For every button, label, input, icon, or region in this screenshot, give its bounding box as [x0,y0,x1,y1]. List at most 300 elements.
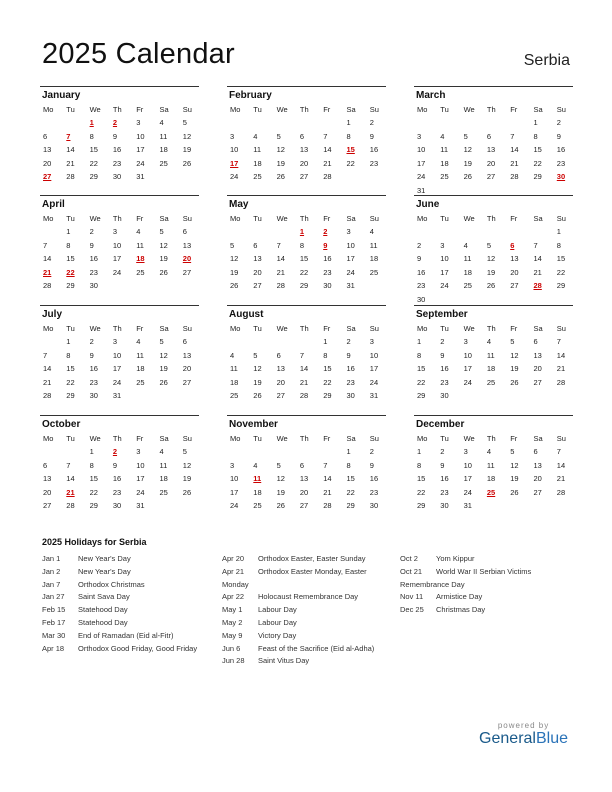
month-april [40,195,199,293]
day: 19 [463,158,472,168]
holiday-day: 7 [66,131,71,141]
day: 17 [136,474,145,483]
holiday-date: Jan 7 [42,579,61,589]
holiday-date: Dec 25 [400,605,424,615]
day: 4 [136,227,141,236]
month-divider [40,305,199,306]
day: 2 [369,118,374,127]
day: 12 [510,350,519,360]
day: 16 [89,364,98,373]
month-divider [40,415,199,416]
day: 21 [323,158,332,168]
day: 28 [66,172,75,181]
month-days-grid [40,432,199,513]
empty-day [274,116,297,130]
day: 6 [182,227,187,236]
day: 18 [463,267,472,277]
holiday-name: Labour Day [258,605,297,615]
day: 16 [346,364,355,373]
empty-day [227,335,250,349]
day: 23 [89,377,98,387]
day: 22 [66,377,75,387]
weekday-header: Mo [43,105,54,114]
month-days-grid [227,103,386,184]
day: 7 [323,131,328,141]
weekday-header: Mo [417,324,428,333]
day: 4 [369,227,374,236]
day: 21 [43,377,52,387]
weekday-header: Su [182,324,192,333]
day: 17 [346,254,355,263]
holiday-day: 21 [43,267,52,277]
day: 8 [417,460,422,470]
day: 11 [159,131,168,141]
empty-day [484,116,507,130]
day: 31 [136,172,145,181]
holiday-entry [222,553,382,566]
day: 22 [299,267,309,277]
weekday-header: Su [369,324,379,333]
day: 30 [417,294,426,304]
holiday-date: Mar 30 [42,630,66,640]
empty-day [320,445,343,459]
day: 20 [510,267,519,277]
day: 15 [66,254,75,263]
day: 16 [417,267,426,277]
weekday-header: Th [299,434,309,443]
day: 26 [486,281,496,290]
day: 19 [159,364,168,373]
day: 19 [253,377,262,387]
day: 25 [486,377,496,387]
day: 14 [43,364,52,373]
weekday-header: Tu [440,324,449,333]
day: 27 [43,501,52,510]
holiday-entry [42,643,218,656]
month-name: June [416,199,440,210]
day: 23 [346,377,355,387]
holiday-entry [42,630,218,643]
day: 6 [253,240,258,250]
holiday-day: 6 [510,240,515,250]
day: 16 [112,145,122,154]
holiday-list-column-1 [42,553,218,655]
empty-day [484,225,507,239]
holiday-name: Orthodox Good Friday, Good Friday [78,643,198,653]
day: 6 [43,460,48,470]
day: 11 [486,350,495,360]
day: 26 [230,281,239,290]
day: 5 [510,447,515,456]
day: 17 [136,145,145,154]
day: 29 [66,391,75,400]
day: 7 [43,240,48,250]
day: 27 [486,172,496,181]
day: 2 [89,337,94,346]
day: 21 [66,158,75,168]
day: 8 [346,460,351,470]
day: 22 [533,158,542,168]
weekday-header: Fr [510,434,518,443]
day: 3 [463,447,468,456]
weekday-header: We [89,105,101,114]
day: 24 [230,501,239,510]
day: 1 [556,227,561,236]
day: 5 [276,460,281,470]
day: 18 [230,377,239,387]
month-name: January [42,90,81,101]
weekday-header: Th [112,214,122,223]
powered-by-text: powered by [497,721,550,730]
holiday-entry [42,566,218,579]
day: 24 [112,267,122,277]
holiday-date: Jan 2 [42,566,61,576]
day: 26 [159,377,168,387]
day: 26 [276,172,285,181]
day: 21 [323,487,332,497]
day: 21 [299,377,309,387]
day: 12 [182,131,192,141]
month-name: March [416,90,446,101]
weekday-header: We [463,324,475,333]
holidays-title: 2025 Holidays for Serbia [42,537,147,547]
month-divider [40,86,199,87]
empty-day [40,225,63,239]
day: 2 [440,337,445,346]
day: 8 [533,131,538,141]
day: 25 [159,487,168,497]
day: 30 [440,501,449,510]
day: 19 [159,254,168,263]
day: 23 [417,281,426,290]
month-days-grid [40,322,199,403]
day: 12 [159,350,168,360]
month-divider [414,86,573,87]
weekday-header: Th [299,324,309,333]
day: 2 [369,447,374,456]
weekday-header: Fr [323,105,331,114]
weekday-header: Fr [323,324,331,333]
day: 29 [299,281,309,290]
day: 15 [299,254,309,263]
weekday-header: Th [486,434,496,443]
holiday-name: New Year's Day [78,566,131,576]
month-november [227,415,386,513]
month-august [227,305,386,403]
day: 29 [417,501,426,510]
empty-day [437,225,460,239]
empty-day [507,116,530,130]
day: 24 [112,377,122,387]
month-divider [227,305,386,306]
day: 27 [276,391,285,400]
holiday-date: Apr 22 [222,592,245,602]
day: 16 [89,254,98,263]
weekday-header: Su [556,105,566,114]
day: 24 [417,172,426,181]
day: 10 [463,350,472,360]
empty-day [297,445,320,459]
day: 24 [136,158,145,168]
day: 16 [323,254,332,263]
day: 4 [230,350,235,360]
day: 1 [66,227,71,236]
day: 4 [136,337,141,346]
day: 16 [369,474,379,483]
holiday-day: 11 [253,474,262,483]
holiday-entry [42,617,218,630]
day: 11 [230,364,238,373]
day: 26 [182,487,192,497]
day: 8 [89,460,94,470]
day: 28 [66,501,75,510]
day: 14 [510,145,519,154]
day: 4 [486,447,492,456]
holiday-name: Yom Kippur [436,554,475,563]
weekday-header: We [276,105,288,114]
day: 9 [112,131,118,141]
day: 9 [112,460,118,470]
empty-day [250,335,273,349]
holiday-date: Jan 27 [42,592,65,602]
day: 9 [369,460,374,470]
day: 11 [253,145,262,154]
weekday-header: Tu [66,214,75,223]
empty-day [461,225,484,239]
month-days-grid [227,432,386,513]
weekday-header: Su [182,105,192,114]
weekday-header: Sa [346,434,356,443]
month-name: February [229,90,272,101]
day: 4 [486,337,492,346]
day: 7 [533,240,538,250]
day: 20 [533,364,542,373]
day: 29 [556,281,566,290]
day: 21 [556,474,566,483]
weekday-header: Tu [66,434,75,443]
month-divider [414,415,573,416]
holiday-date: May 1 [222,605,243,615]
day: 6 [533,447,538,456]
weekday-header: Tu [66,324,75,333]
day: 3 [369,337,374,346]
day: 11 [463,254,472,263]
weekday-header: Fr [510,214,518,223]
holiday-name: Holocaust Remembrance Day [258,592,359,602]
weekday-header: We [276,214,288,223]
day: 1 [417,447,422,456]
weekday-header: Tu [253,324,262,333]
day: 1 [323,337,328,346]
holiday-entry [400,566,575,592]
day: 13 [486,145,496,154]
day: 12 [486,254,496,263]
day: 18 [486,474,496,483]
day: 3 [136,118,141,127]
month-december [414,415,573,513]
month-days-grid [414,103,573,197]
day: 3 [346,227,351,236]
weekday-header: Sa [533,434,543,443]
month-days-grid [227,322,386,403]
holiday-entry [400,591,575,604]
day: 29 [89,501,98,510]
weekday-header: Su [556,434,566,443]
country-name: Serbia [523,52,570,69]
day: 4 [463,240,468,250]
day: 17 [417,158,426,168]
day: 5 [159,337,164,346]
weekday-header: Th [486,214,496,223]
day: 24 [463,377,472,387]
holiday-day: 21 [66,487,75,497]
holiday-day: 17 [230,158,239,168]
weekday-header: Fr [136,214,144,223]
day: 10 [230,145,239,154]
day: 23 [369,487,379,497]
day: 20 [299,487,309,497]
weekday-header: Th [112,105,122,114]
weekday-header: We [276,434,288,443]
day: 23 [440,487,449,497]
day: 3 [417,131,422,141]
day: 17 [112,364,122,373]
day: 23 [89,267,98,277]
empty-day [250,225,273,239]
month-days-grid [414,432,573,513]
holiday-name: New Year's Day [78,554,131,563]
holiday-day: 9 [323,240,328,250]
holiday-name: Statehood Day [78,605,128,615]
day: 6 [299,131,305,141]
day: 10 [136,131,145,141]
empty-day [40,116,63,130]
day: 25 [369,267,379,277]
day: 2 [89,227,94,236]
day: 9 [440,350,445,360]
day: 10 [346,240,355,250]
weekday-header: Tu [440,105,449,114]
day: 8 [299,240,305,250]
day: 9 [556,131,561,141]
day: 16 [440,364,449,373]
day: 24 [230,172,239,181]
day: 27 [253,281,262,290]
day: 3 [112,337,118,346]
day: 14 [66,145,75,154]
weekday-header: Su [556,214,566,223]
day: 3 [230,131,235,141]
holiday-name: Feast of the Sacrifice (Eid al-Adha) [258,643,375,653]
holiday-name: Saint Sava Day [78,592,130,602]
holiday-date: May 2 [222,617,243,627]
month-october [40,415,199,513]
day: 10 [112,240,122,250]
month-days-grid [40,212,199,293]
day: 20 [533,474,542,483]
month-days-grid [40,103,199,184]
day: 3 [112,227,118,236]
holiday-entry [222,655,382,668]
day: 13 [43,145,52,154]
day: 29 [417,391,426,400]
day: 28 [299,391,309,400]
empty-day [250,116,273,130]
day: 6 [43,131,48,141]
weekday-header: Tu [253,434,262,443]
day: 12 [182,460,192,470]
day: 13 [533,350,542,360]
holiday-date: Feb 17 [42,617,66,627]
day: 28 [43,391,52,400]
weekday-header: Tu [253,214,262,223]
day: 18 [369,254,379,263]
day: 1 [89,447,94,456]
weekday-header: Sa [346,324,356,333]
month-divider [414,195,573,196]
holiday-day: 15 [346,145,355,154]
day: 6 [182,337,187,346]
day: 31 [463,501,472,510]
day: 21 [510,158,519,168]
month-name: October [42,419,81,430]
empty-day [461,116,484,130]
day: 19 [276,487,285,497]
weekday-header: Mo [43,214,54,223]
day: 22 [417,487,426,497]
month-name: December [416,419,465,430]
day: 17 [463,474,472,483]
day: 5 [486,240,492,250]
weekday-header: Sa [346,214,356,223]
day: 30 [323,281,332,290]
day: 10 [440,254,449,263]
weekday-header: Sa [533,105,543,114]
weekday-header: Mo [417,105,428,114]
day: 19 [182,474,192,483]
day: 21 [556,364,566,373]
empty-day [40,445,63,459]
day: 8 [66,350,71,360]
month-june [414,195,573,306]
day: 15 [417,474,426,483]
day: 18 [159,474,168,483]
weekday-header: We [89,434,101,443]
day: 29 [89,172,98,181]
holiday-name: Saint Vitus Day [258,656,310,666]
day: 22 [556,267,566,277]
day: 3 [136,447,141,456]
day: 18 [136,364,145,373]
weekday-header: Tu [440,214,449,223]
holiday-list-column-3 [400,553,575,617]
day: 7 [323,460,328,470]
day: 16 [440,474,449,483]
holiday-date: Jun 28 [222,656,245,666]
day: 30 [112,172,122,181]
day: 16 [369,145,379,154]
day: 24 [369,377,379,387]
day: 27 [533,377,542,387]
month-divider [227,86,386,87]
day: 5 [253,350,258,360]
weekday-header: Sa [533,324,543,333]
weekday-header: Sa [159,434,169,443]
day: 25 [230,391,239,400]
day: 25 [253,501,262,510]
day: 27 [299,172,309,181]
day: 13 [43,474,52,483]
